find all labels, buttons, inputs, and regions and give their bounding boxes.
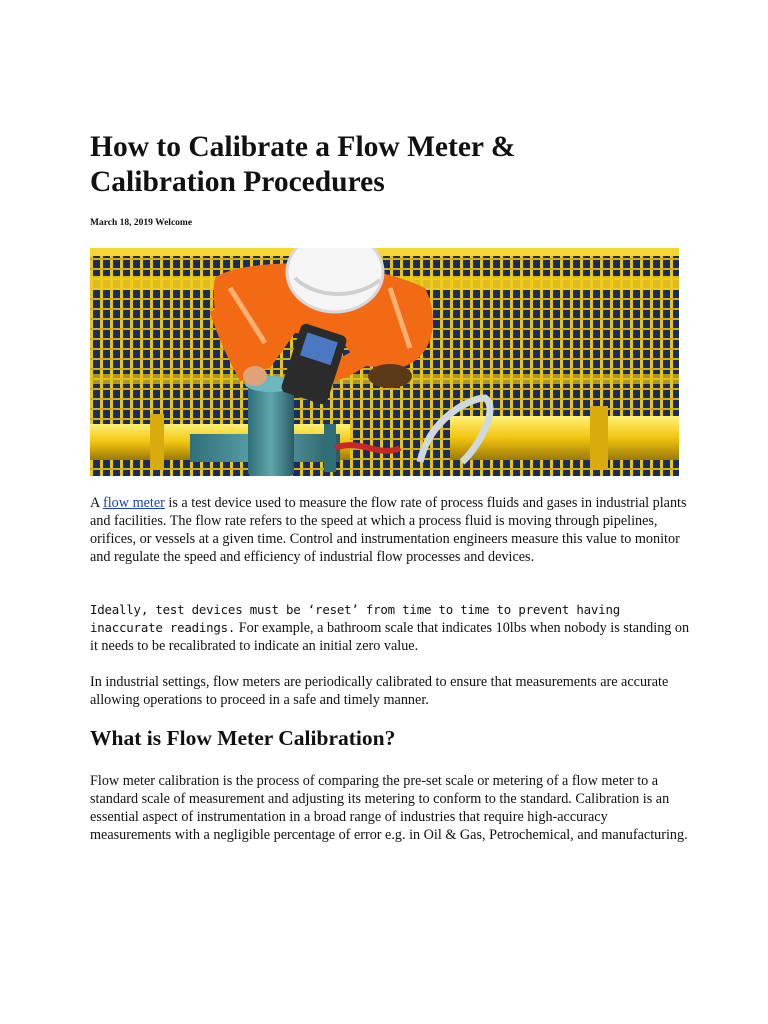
paragraph-definition: Flow meter calibration is the process of comparing the pre-set scale or metering of a flow meter to a standard scale of measurement and adjusting its metering to conform to the standard. Calibration is an essential aspect of instrumentation in a broad range of industries that require high-accuracy measurements with a negligible percentage of error e.g. in Oil & Gas, Petrochemical, and manufacturing. [90,773,688,843]
article-date: March 18, 2019 [90,218,153,228]
section-heading: What is Flow Meter Calibration? [90,726,396,750]
hero-image [90,248,679,476]
title-line-1: How to Calibrate a Flow Meter & [90,131,516,163]
intro-text: is a test device used to measure the flow rate of process fluids and gases in industrial plants and facilities. The flow rate refers to the speed at which a process fluid is moving through pipelines, orifices, or vessels at a given time. Control and instrumentation engineers measure this value to monitor and regulate the speed and efficiency of industrial flow processes and devices. [90,495,687,565]
paragraph-intro [90,494,690,566]
article-meta [90,218,192,228]
paragraph-industrial: In industrial settings, flow meters are periodically calibrated to ensure that measurements are accurate allowing operations to proceed in a safe and timely manner. [90,674,669,708]
reset-text: For example, a bathroom scale that indicates 10lbs when nobody is standing on it needs to be recalibrated to indicate an initial zero value. [90,620,690,654]
hero-illustration [90,248,679,476]
title-line-2: Calibration Procedures [90,166,385,198]
intro-prefix: A [90,495,104,511]
article-author: Welcome [155,218,193,228]
reset-mono-sentence: Ideally, test devices must be ‘reset’ from time to time to prevent having inaccurate readings. [90,602,620,635]
paragraph-reset [90,601,690,655]
flow-meter-link[interactable]: flow meter [103,495,165,511]
article-title [90,130,690,200]
